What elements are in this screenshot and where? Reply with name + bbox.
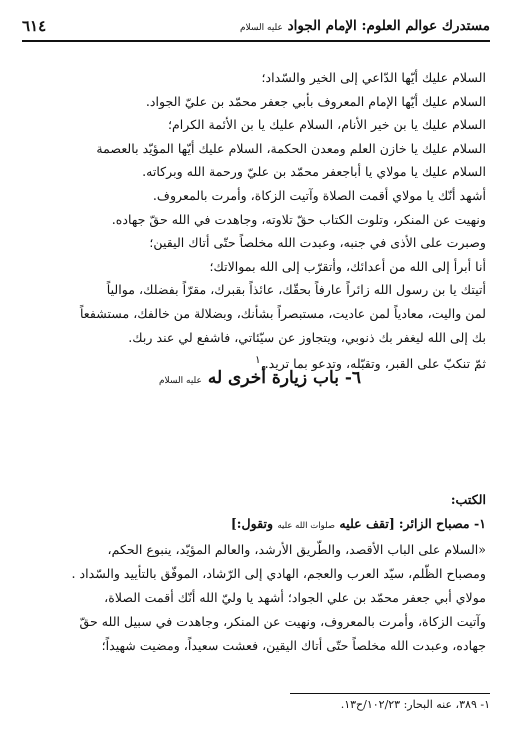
text-line: بك إلى الله ليغفر بك ذنوبي، ويتجاوز عن سيّئاتي، فاشفع لي عند ربك.	[128, 329, 486, 345]
text-line: السلام عليك أيّها الدّاعي إلى الخير والسّداد؛	[261, 70, 486, 85]
text-line: وصبرت على الأذى في جنبه، وعبدت الله مخلصاً حتّى أتاك اليقين؛	[149, 235, 486, 251]
running-header	[22, 12, 490, 42]
source-label: ١- مصباح الزائر:	[398, 516, 486, 531]
section-body	[30, 488, 486, 658]
section-line: وآتيت الزكاة، وأمرت بالمعروف، ونهيت عن المنكر، وجاهدت في سبيل الله حقّ	[79, 614, 486, 629]
section-line: ومصباح الظّلم، سيّد العرب والعجم، الهادي إلى الرّشاد، الموفّق بالتأييد والسّداد .	[71, 566, 486, 581]
footnote-ref: ١	[254, 354, 261, 367]
footnote: ١- ٣٨٩، عنه البحار: ١٠٢/٢٣/ح١٣.	[340, 698, 490, 711]
ziyara-text	[32, 66, 486, 376]
text-line: أنا أبرأ إلى الله من أعدائك، وأتقرّب إلى الله بموالاتك؛	[209, 258, 486, 274]
text-line: السلام عليك يا خازن العلم ومعدن الحكمة، السلام عليك أيّها المؤيّد بالعصمة	[96, 140, 486, 156]
text-line: السلام عليك أيّها الإمام المعروف بأبي جعفر محمّد بن عليّ الجواد.	[145, 93, 486, 109]
footnote-divider	[290, 693, 490, 694]
text-line-content: ثمّ تنكبّ على القبر، وتقبّله، وتدعو بما تريد.	[264, 356, 486, 372]
heading-honorific: عليه السلام	[158, 376, 202, 386]
running-title	[240, 18, 490, 34]
text-line: ونهيت عن المنكر، وتلوت الكتاب حقّ تلاوته، وجاهدت في الله حقّ جهاده.	[111, 211, 486, 227]
source-note-start: [تقف عليه	[339, 516, 395, 531]
text-line: أشهد أنّك يا مولاي أقمت الصلاة وآتيت الزكاة، وأمرت بالمعروف.	[152, 187, 486, 203]
section-heading	[0, 368, 520, 388]
title-main: مستدرك عوالم العلوم: الإمام الجواد	[287, 18, 490, 34]
text-line: السلام عليك يا بن خير الأنام، السلام عليك يا بن الأئمة الكرام؛	[167, 117, 486, 133]
page-number: ٦١٤	[22, 17, 47, 35]
section-line: «السلام على الباب الأقصد، والطّريق الأرشد، والعالم المؤيّد، ينبوع الحكم،	[107, 542, 486, 557]
section-line: جهاده، وعبدت الله مخلصاً حتّى أتاك اليقين، فعشت سعيداً، ومضيت شهيداً؛	[101, 638, 486, 653]
source-note-honorific: صلوات الله عليه	[277, 521, 335, 531]
source-note	[231, 516, 395, 531]
title-honorific: عليه السلام	[239, 23, 283, 33]
heading-main: ٦- باب زيارة أخرى له	[207, 368, 362, 388]
books-label: الكتب:	[450, 492, 486, 507]
section-line: مولاي أبي جعفر محمّد بن علي الجواد؛ أشهد يا وليّ الله أنّك أقمت الصلاة،	[104, 590, 486, 605]
text-line: السلام عليك يا مولاي يا أباجعفر محمّد بن عليّ ورحمة الله وبركاته.	[142, 164, 486, 180]
text-line: أتيتك يا بن رسول الله زائراً عارفاً بحقّك، عائذاً بقبرك، مقرّاً بفضلك، موالياً	[106, 282, 486, 298]
source-line	[30, 512, 486, 538]
text-line: لمن واليت، معادياً لمن عاديت، مستبصراً بشأنك، وبضلالة من خالفك، مستشفعاً	[79, 305, 486, 321]
source-note-end: وتقول:]	[230, 516, 274, 531]
